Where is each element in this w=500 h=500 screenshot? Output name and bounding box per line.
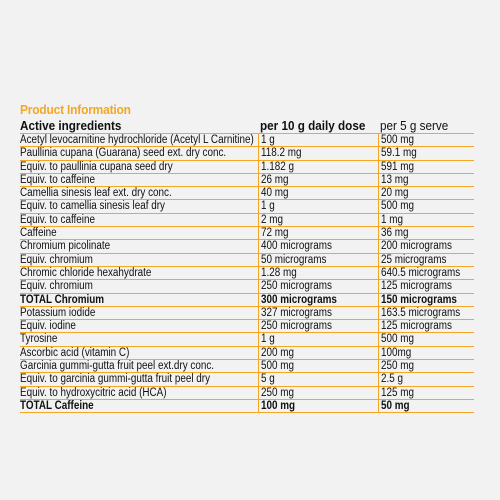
per-serve-cell: 591 mg [378, 161, 474, 173]
table-row [20, 134, 474, 147]
ingredient-name-cell: Equiv. iodine [20, 320, 76, 333]
daily-dose-cell: 250 micrograms [258, 280, 378, 292]
per-serve-cell: 125 micrograms [378, 320, 474, 332]
per-serve-cell: 125 mg [378, 387, 474, 399]
daily-dose-cell: 400 micrograms [258, 240, 378, 252]
table-row [20, 347, 474, 360]
ingredient-name-cell: Paullinia cupana (Guarana) seed ext. dry conc. [20, 147, 227, 160]
product-information-panel [20, 103, 474, 413]
ingredient-name-cell: Acetyl levocarnitine hydrochloride (Acetyl L Carnitine) [20, 134, 254, 146]
daily-dose-cell: 200 mg [258, 347, 378, 359]
table-row [20, 254, 474, 267]
ingredient-name-cell: Tyrosine [20, 333, 58, 346]
ingredient-name-cell: Chromic chloride hexahydrate [20, 266, 152, 279]
daily-dose-cell: 26 mg [258, 174, 378, 186]
ingredient-name-cell: Chromium picolinate [20, 240, 111, 253]
per-serve-cell: 163.5 micrograms [378, 307, 474, 319]
daily-dose-cell: 5 g [258, 373, 378, 385]
per-serve-cell: 50 mg [378, 400, 474, 412]
per-serve-cell: 500 mg [378, 134, 474, 146]
table-row [20, 387, 474, 400]
header-daily-dose: per 10 g daily dose [260, 118, 366, 133]
per-serve-cell: 200 micrograms [378, 240, 474, 252]
daily-dose-cell: 40 mg [258, 187, 378, 199]
per-serve-cell: 20 mg [378, 187, 474, 199]
daily-dose-cell: 2 mg [258, 214, 378, 226]
per-serve-cell: 500 mg [378, 333, 474, 345]
per-serve-cell: 500 mg [378, 200, 474, 212]
daily-dose-cell: 118.2 mg [258, 147, 378, 159]
per-serve-cell: 1 mg [378, 214, 474, 226]
table-row [20, 333, 474, 346]
ingredients-table [20, 134, 474, 413]
table-row [20, 187, 474, 200]
daily-dose-cell: 1 g [258, 333, 378, 345]
ingredient-name-cell: TOTAL Caffeine [20, 399, 94, 412]
daily-dose-cell: 72 mg [258, 227, 378, 239]
ingredient-name-cell: Equiv. to caffeine [20, 173, 95, 186]
daily-dose-cell: 300 micrograms [258, 294, 378, 306]
daily-dose-cell: 250 mg [258, 387, 378, 399]
ingredient-name-cell: Equiv. to camellia sinesis leaf dry [20, 200, 165, 213]
per-serve-cell: 100mg [378, 347, 474, 359]
table-row [20, 307, 474, 320]
per-serve-cell: 150 micrograms [378, 294, 474, 306]
table-row [20, 161, 474, 174]
daily-dose-cell: 250 micrograms [258, 320, 378, 332]
daily-dose-cell: 1.28 mg [258, 267, 378, 279]
daily-dose-cell: 1 g [258, 134, 378, 146]
ingredient-name-cell: Potassium iodide [20, 306, 96, 319]
per-serve-cell: 125 micrograms [378, 280, 474, 292]
table-row [20, 294, 474, 307]
section-title: Product Information [20, 102, 131, 117]
daily-dose-cell: 1 g [258, 200, 378, 212]
ingredient-name-cell: Equiv. to hydroxycitric acid (HCA) [20, 386, 167, 399]
header-per-serve: per 5 g serve [380, 118, 449, 133]
table-row [20, 400, 474, 413]
per-serve-cell: 13 mg [378, 174, 474, 186]
per-serve-cell: 25 micrograms [378, 254, 474, 266]
header-active-ingredients: Active ingredients [20, 118, 122, 133]
daily-dose-cell: 100 mg [258, 400, 378, 412]
ingredient-name-cell: Camellia sinesis leaf ext. dry conc. [20, 187, 172, 200]
table-row [20, 174, 474, 187]
daily-dose-cell: 500 mg [258, 360, 378, 372]
table-row [20, 320, 474, 333]
table-row [20, 200, 474, 213]
table-row [20, 240, 474, 253]
per-serve-cell: 250 mg [378, 360, 474, 372]
table-row [20, 280, 474, 293]
per-serve-cell: 59.1 mg [378, 147, 474, 159]
table-row [20, 227, 474, 240]
ingredient-name-cell: Equiv. to caffeine [20, 213, 95, 226]
daily-dose-cell: 50 micrograms [258, 254, 378, 266]
table-row [20, 267, 474, 280]
ingredient-name-cell: Equiv. chromium [20, 280, 93, 293]
table-row [20, 147, 474, 160]
daily-dose-cell: 1.182 g [258, 161, 378, 173]
table-header [20, 117, 474, 134]
table-row [20, 214, 474, 227]
ingredient-name-cell: Equiv. chromium [20, 253, 93, 266]
ingredient-name-cell: Equiv. to garcinia gummi-gutta fruit peel dry [20, 373, 211, 386]
ingredient-name-cell: TOTAL Chromium [20, 293, 105, 306]
per-serve-cell: 36 mg [378, 227, 474, 239]
ingredient-name-cell: Garcinia gummi-gutta fruit peel ext.dry conc. [20, 360, 215, 373]
ingredient-name-cell: Equiv. to paullinia cupana seed dry [20, 160, 173, 173]
per-serve-cell: 640.5 micrograms [378, 267, 474, 279]
daily-dose-cell: 327 micrograms [258, 307, 378, 319]
table-row [20, 360, 474, 373]
ingredient-name-cell: Ascorbic acid (vitamin C) [20, 346, 130, 359]
ingredient-name-cell: Caffeine [20, 227, 57, 240]
table-row [20, 373, 474, 386]
per-serve-cell: 2.5 g [378, 373, 474, 385]
